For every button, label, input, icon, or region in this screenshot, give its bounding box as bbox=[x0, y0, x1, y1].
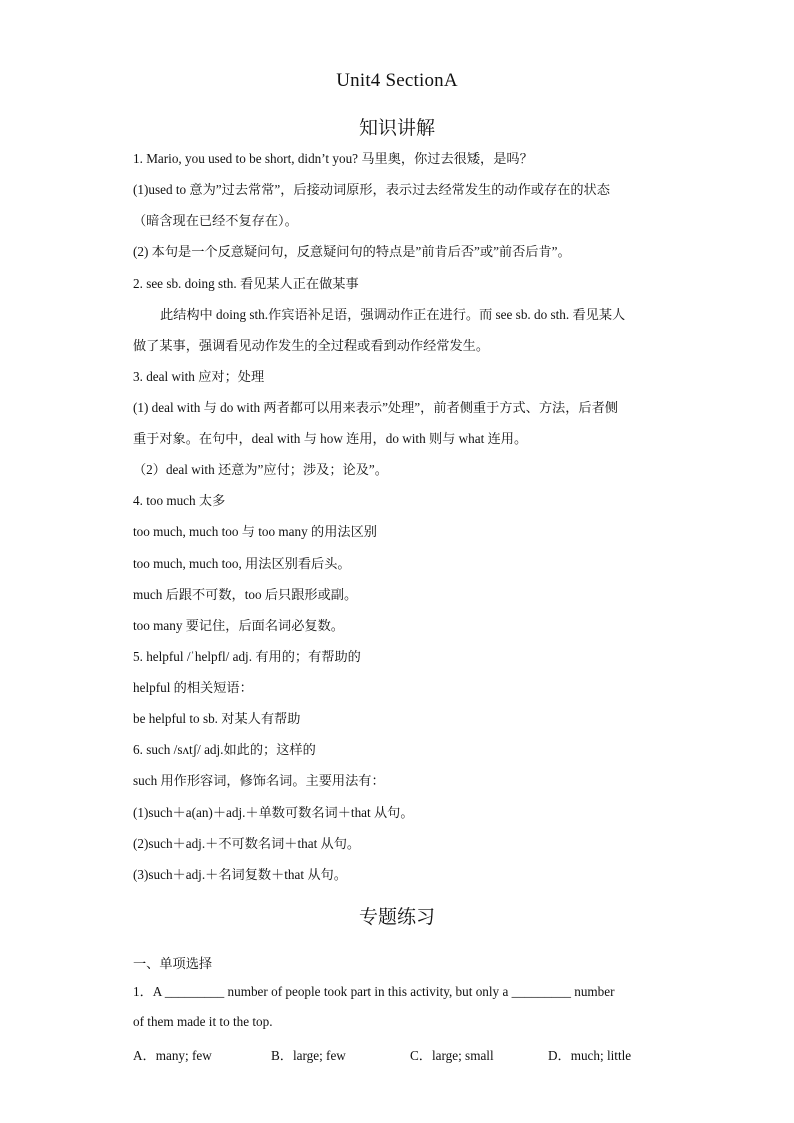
text-line: （暗含现在已经不复存在）。 bbox=[133, 213, 298, 228]
text-line: (1) deal with 与 do with 两者都可以用来表示”处理”，前者侧重于方式、方法，后者侧 bbox=[133, 400, 618, 415]
text-line: (1)such＋a(an)＋adj.＋单数可数名词＋that 从句。 bbox=[133, 805, 414, 820]
text-line: be helpful to sb. 对某人有帮助 bbox=[133, 711, 301, 726]
text-line: too much, much too, 用法区别看后头。 bbox=[133, 556, 351, 571]
heading-knowledge: 知识讲解 bbox=[358, 118, 435, 139]
text-line: 2. see sb. doing sth. 看见某人正在做某事 bbox=[133, 276, 359, 291]
text-line: 此结构中 doing sth.作宾语补足语，强调动作正在进行。而 see sb. do sth. 看见某人 bbox=[160, 307, 626, 322]
text-line: too much, much too 与 too many 的用法区别 bbox=[133, 524, 377, 539]
page-title: Unit4 SectionA bbox=[336, 70, 458, 91]
text-line: helpful 的相关短语： bbox=[133, 680, 253, 695]
text-line: 5. helpful /ˈhelpfl/ adj. 有用的；有帮助的 bbox=[133, 649, 361, 664]
text-line: too many 要记住，后面名词必复数。 bbox=[133, 618, 344, 633]
text-line: 3. deal with 应对；处理 bbox=[133, 369, 265, 384]
text-line: (1)used to 意为”过去常常”，后接动词原形，表示过去经常发生的动作或存在的状态 bbox=[133, 182, 610, 197]
option-c: C．large; small bbox=[410, 1048, 494, 1063]
section-single-choice: 一、单项选择 bbox=[133, 956, 213, 971]
text-line: much 后跟不可数，too 后只跟形或副。 bbox=[133, 587, 358, 602]
text-line: 重于对象。在句中，deal with 与 how 连用，do with 则与 what 连用。 bbox=[133, 431, 528, 446]
text-line: 1. Mario, you used to be short, didn’t you? 马里奥，你过去很矮，是吗？ bbox=[133, 151, 533, 166]
option-b: B．large; few bbox=[271, 1048, 346, 1063]
text-line: (2) 本句是一个反意疑问句，反意疑问句的特点是”前肯后否”或”前否后肯”。 bbox=[133, 244, 571, 259]
question-1-stem: 1．A _________ number of people took part in this activity, but only a _________ number bbox=[133, 984, 615, 999]
text-line: (2)such＋adj.＋不可数名词＋that 从句。 bbox=[133, 836, 361, 851]
text-line: 6. such /sʌtʃ/ adj.如此的；这样的 bbox=[133, 742, 316, 757]
option-a: A．many; few bbox=[133, 1048, 212, 1063]
text-line: (3)such＋adj.＋名词复数＋that 从句。 bbox=[133, 867, 347, 882]
heading-practice: 专题练习 bbox=[358, 907, 435, 928]
text-line: （2）deal with 还意为”应付；涉及；论及”。 bbox=[133, 462, 388, 477]
text-line: 做了某事，强调看见动作发生的全过程或看到动作经常发生。 bbox=[133, 338, 490, 353]
question-1-stem-cont: of them made it to the top. bbox=[133, 1014, 273, 1029]
option-d: D．much; little bbox=[548, 1048, 632, 1063]
text-line: such 用作形容词，修饰名词。主要用法有： bbox=[133, 773, 385, 788]
text-line: 4. too much 太多 bbox=[133, 493, 226, 508]
